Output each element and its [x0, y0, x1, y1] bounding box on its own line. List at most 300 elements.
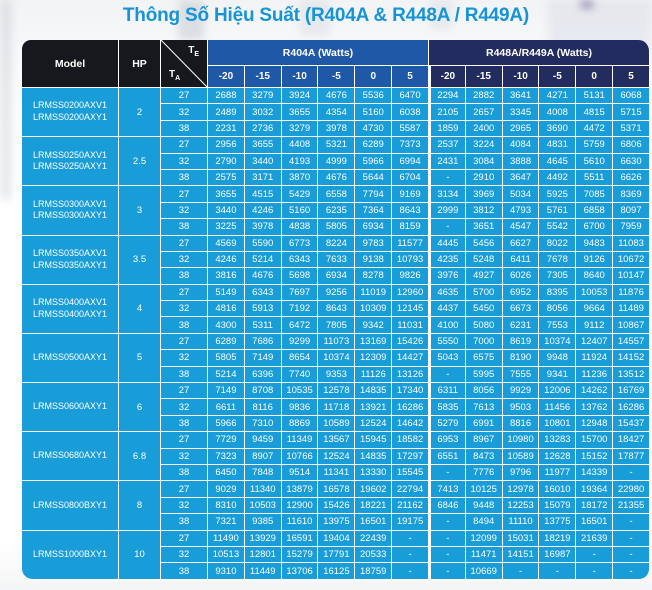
ta-value-cell: 27: [161, 383, 208, 399]
r448a-value-cell: 5925: [539, 186, 576, 202]
r448a-value-cell: 8190: [503, 350, 540, 366]
table-row: [22, 285, 650, 301]
r448a-value-cell: 5248: [466, 252, 503, 268]
r404a-value-cell: 4193: [282, 154, 319, 170]
r404a-value-cell: 3440: [208, 203, 245, 219]
r404a-value-cell: 8643: [318, 301, 355, 317]
r404a-value-cell: 7310: [245, 416, 282, 432]
r404a-value-cell: 11019: [355, 285, 392, 301]
model-name: LRMSS1000BXY1: [32, 548, 108, 559]
r404a-value-cell: 6558: [318, 186, 355, 202]
r404a-value-cell: 5214: [245, 252, 282, 268]
r404a-value-cell: 5644: [355, 170, 392, 186]
ta-value-cell: 38: [161, 317, 208, 333]
r448a-value-cell: 3812: [466, 203, 503, 219]
temp-col-header-r404a--10: -10: [282, 66, 319, 88]
r404a-value-cell: 16501: [355, 514, 392, 530]
r448a-value-cell: 11977: [539, 465, 576, 481]
r448a-value-cell: 5456: [466, 236, 503, 252]
r448a-value-cell: 6026: [503, 268, 540, 284]
r404a-value-cell: 13921: [355, 399, 392, 415]
r448a-value-cell: 3641: [503, 88, 540, 104]
r448a-value-cell: 2105: [429, 104, 466, 120]
ta-value-cell: 32: [161, 154, 208, 170]
r448a-value-cell: 9126: [576, 252, 613, 268]
r404a-value-cell: 11449: [245, 563, 282, 579]
r448a-value-cell: 7413: [429, 481, 466, 497]
r448a-value-cell: 10374: [539, 334, 576, 350]
ta-value-cell: 27: [161, 137, 208, 153]
r448a-value-cell: 4271: [539, 88, 576, 104]
r448a-value-cell: -: [613, 531, 650, 547]
r448a-value-cell: -: [429, 170, 466, 186]
r448a-value-cell: 4492: [539, 170, 576, 186]
temp-col-header-r404a--20: -20: [208, 66, 245, 88]
r404a-value-cell: 19175: [392, 514, 429, 530]
r448a-value-cell: -: [613, 563, 650, 579]
r404a-value-cell: 9256: [318, 285, 355, 301]
r404a-value-cell: 5805: [208, 350, 245, 366]
r404a-value-cell: 17297: [392, 449, 429, 465]
r448a-value-cell: 7555: [503, 367, 540, 383]
table-row: [22, 137, 650, 153]
r448a-value-cell: -: [613, 465, 650, 481]
r404a-value-cell: 2575: [208, 170, 245, 186]
ta-value-cell: 27: [161, 285, 208, 301]
r404a-value-cell: 5536: [355, 88, 392, 104]
r448a-value-cell: -: [429, 514, 466, 530]
r404a-value-cell: 4816: [208, 301, 245, 317]
r448a-value-cell: 9503: [503, 399, 540, 415]
r404a-value-cell: 7633: [318, 252, 355, 268]
r448a-value-cell: 5715: [613, 104, 650, 120]
r448a-value-cell: 2882: [466, 88, 503, 104]
r404a-value-cell: 3225: [208, 219, 245, 235]
model-name: LRMSS0350AXV1: [32, 247, 108, 258]
r404a-value-cell: 20533: [355, 547, 392, 563]
r448a-value-cell: 6806: [613, 137, 650, 153]
ta-value-cell: 32: [161, 301, 208, 317]
r404a-value-cell: 8159: [392, 219, 429, 235]
r404a-value-cell: 13706: [282, 563, 319, 579]
r404a-value-cell: 6289: [355, 137, 392, 153]
r448a-value-cell: 9948: [539, 350, 576, 366]
r404a-value-cell: 12524: [318, 449, 355, 465]
r404a-value-cell: 12309: [355, 350, 392, 366]
r448a-value-cell: 11471: [466, 547, 503, 563]
r448a-value-cell: 6952: [503, 285, 540, 301]
r448a-value-cell: 9796: [503, 465, 540, 481]
r448a-value-cell: 6231: [503, 317, 540, 333]
r404a-value-cell: 9836: [282, 399, 319, 415]
r404a-value-cell: 5966: [208, 416, 245, 432]
table-row: [22, 186, 650, 202]
r448a-value-cell: 12253: [503, 498, 540, 514]
r404a-value-cell: 14427: [392, 350, 429, 366]
r404a-value-cell: 7323: [208, 449, 245, 465]
r404a-value-cell: 4838: [282, 219, 319, 235]
model-name: LRMSS0200AXV1: [32, 100, 108, 111]
r404a-value-cell: 8654: [282, 350, 319, 366]
r448a-value-cell: 1859: [429, 121, 466, 137]
r404a-value-cell: 2231: [208, 121, 245, 137]
r404a-value-cell: 6472: [282, 317, 319, 333]
r448a-value-cell: 4437: [429, 301, 466, 317]
r404a-value-cell: 8869: [282, 416, 319, 432]
r404a-value-cell: 4676: [245, 268, 282, 284]
r404a-value-cell: 10535: [282, 383, 319, 399]
hp-cell: 5: [119, 334, 161, 383]
hp-cell: 8: [119, 481, 161, 530]
r448a-value-cell: 13283: [539, 432, 576, 448]
r448a-value-cell: 8494: [466, 514, 503, 530]
r448a-value-cell: 16501: [576, 514, 613, 530]
r404a-value-cell: 3978: [245, 219, 282, 235]
hp-cell: 3: [119, 186, 161, 235]
r404a-value-cell: 18582: [392, 432, 429, 448]
r404a-value-cell: 17340: [392, 383, 429, 399]
r448a-value-cell: 16987: [539, 547, 576, 563]
performance-table: [22, 40, 650, 580]
r404a-value-cell: 3440: [245, 154, 282, 170]
r448a-value-cell: 8022: [539, 236, 576, 252]
r448a-value-cell: 4235: [429, 252, 466, 268]
r404a-value-cell: 15279: [282, 547, 319, 563]
r404a-value-cell: 8310: [208, 498, 245, 514]
ta-label: $T_A$: [169, 69, 181, 82]
r448a-value-cell: -: [613, 547, 650, 563]
r404a-value-cell: 7149: [245, 350, 282, 366]
r448a-value-cell: 5279: [429, 416, 466, 432]
r448a-value-cell: 9664: [576, 301, 613, 317]
r448a-value-cell: 2537: [429, 137, 466, 153]
model-name: LRMSS0250AXY1: [32, 161, 108, 172]
diagonal-divider: [161, 40, 207, 87]
r404a-value-cell: 4408: [282, 137, 319, 153]
ta-value-cell: 38: [161, 416, 208, 432]
model-name: LRMSS0680AXY1: [32, 450, 108, 461]
r404a-value-cell: 6450: [208, 465, 245, 481]
hp-cell: 3.5: [119, 236, 161, 285]
r404a-value-cell: 11490: [208, 531, 245, 547]
r448a-value-cell: 4084: [503, 137, 540, 153]
r448a-value-cell: 14151: [503, 547, 540, 563]
table-row: [22, 88, 650, 104]
ta-value-cell: 32: [161, 547, 208, 563]
page-title: Thông Số Hiệu Suất (R404A & R448A / R449A): [122, 5, 530, 26]
r448a-value-cell: 11924: [576, 350, 613, 366]
r448a-value-cell: 2294: [429, 88, 466, 104]
r448a-value-cell: 8369: [613, 186, 650, 202]
r448a-value-cell: 5759: [576, 137, 613, 153]
r404a-value-cell: 8643: [392, 203, 429, 219]
r404a-value-cell: 14835: [355, 383, 392, 399]
r448a-value-cell: 11876: [613, 285, 650, 301]
r448a-value-cell: 10125: [466, 481, 503, 497]
ta-value-cell: 38: [161, 514, 208, 530]
r404a-value-cell: 4676: [318, 88, 355, 104]
r448a-value-cell: 8473: [466, 449, 503, 465]
r448a-value-cell: -: [503, 563, 540, 579]
r448a-value-cell: 16769: [613, 383, 650, 399]
r404a-value-cell: 5805: [318, 219, 355, 235]
r404a-value-cell: 9385: [245, 514, 282, 530]
r404a-value-cell: 10503: [245, 498, 282, 514]
table-row: [22, 531, 650, 547]
r448a-value-cell: 21639: [576, 531, 613, 547]
r448a-value-cell: 13512: [613, 367, 650, 383]
r448a-value-cell: 16010: [539, 481, 576, 497]
model-cell: [22, 531, 119, 580]
r404a-value-cell: 15426: [392, 334, 429, 350]
r404a-value-cell: 17791: [318, 547, 355, 563]
ta-value-cell: 27: [161, 88, 208, 104]
r448a-value-cell: 9112: [576, 317, 613, 333]
r404a-value-cell: 8116: [245, 399, 282, 415]
r448a-value-cell: 3084: [466, 154, 503, 170]
r404a-value-cell: 19602: [355, 481, 392, 497]
r448a-value-cell: -: [429, 547, 466, 563]
r448a-value-cell: 2400: [466, 121, 503, 137]
r404a-value-cell: 10513: [208, 547, 245, 563]
r404a-value-cell: 4300: [208, 317, 245, 333]
r404a-value-cell: 11577: [392, 236, 429, 252]
r448a-value-cell: 5131: [576, 88, 613, 104]
r404a-value-cell: 11126: [355, 367, 392, 383]
model-column-header: Model: [22, 40, 119, 88]
hp-cell: 2.5: [119, 137, 161, 186]
r448a-value-cell: -: [539, 563, 576, 579]
r448a-value-cell: 18219: [539, 531, 576, 547]
ta-value-cell: 38: [161, 367, 208, 383]
r404a-value-cell: 9029: [208, 481, 245, 497]
r404a-value-cell: 16591: [282, 531, 319, 547]
r448a-value-cell: -: [576, 563, 613, 579]
r404a-value-cell: 5311: [245, 317, 282, 333]
r404a-value-cell: 18221: [355, 498, 392, 514]
r448a-value-cell: 13762: [576, 399, 613, 415]
r448a-value-cell: 6953: [429, 432, 466, 448]
r448a-value-cell: 7776: [466, 465, 503, 481]
r448a-value-cell: 3134: [429, 186, 466, 202]
r404a-value-cell: 5913: [245, 301, 282, 317]
r404a-value-cell: 11341: [318, 465, 355, 481]
r404a-value-cell: 6289: [208, 334, 245, 350]
temp-col-header-r404a--15: -15: [245, 66, 282, 88]
r404a-value-cell: 10374: [318, 350, 355, 366]
r448a-value-cell: 4472: [576, 121, 613, 137]
r404a-value-cell: 12578: [318, 383, 355, 399]
r448a-value-cell: 6551: [429, 449, 466, 465]
temp-col-header-r404a--5: -5: [318, 66, 355, 88]
r404a-value-cell: 9459: [245, 432, 282, 448]
r404a-value-cell: 4999: [318, 154, 355, 170]
r448a-value-cell: 3224: [466, 137, 503, 153]
r448a-value-cell: 2965: [503, 121, 540, 137]
table-row: [22, 236, 650, 252]
r448a-section-header: R448A/R449A (Watts): [429, 40, 650, 66]
ta-value-cell: 38: [161, 268, 208, 284]
r404a-value-cell: 7729: [208, 432, 245, 448]
r448a-value-cell: 22980: [613, 481, 650, 497]
r404a-value-cell: 8278: [355, 268, 392, 284]
r404a-value-cell: 6343: [282, 252, 319, 268]
r448a-value-cell: 4635: [429, 285, 466, 301]
model-name: LRMSS0400AXY1: [32, 308, 108, 319]
r448a-value-cell: 7305: [539, 268, 576, 284]
ta-value-cell: 27: [161, 481, 208, 497]
table-row: [22, 432, 650, 448]
model-name: LRMSS0400AXV1: [32, 297, 108, 308]
r448a-value-cell: 10669: [466, 563, 503, 579]
r404a-value-cell: 4569: [208, 236, 245, 252]
r404a-value-cell: 7697: [282, 285, 319, 301]
r404a-value-cell: 14835: [355, 449, 392, 465]
r404a-value-cell: 3655: [245, 137, 282, 153]
model-name: LRMSS0200AXY1: [32, 112, 108, 123]
temp-col-header-r448a--5: -5: [539, 66, 576, 88]
r404a-value-cell: 16125: [318, 563, 355, 579]
r404a-value-cell: 10793: [392, 252, 429, 268]
temp-col-header-r448a-5: 5: [613, 66, 650, 88]
table-row: [22, 383, 650, 399]
model-cell: [22, 481, 119, 530]
r448a-value-cell: 7085: [576, 186, 613, 202]
r404a-value-cell: 5160: [282, 203, 319, 219]
r404a-value-cell: 7321: [208, 514, 245, 530]
r448a-value-cell: 5550: [429, 334, 466, 350]
background-streak: [0, 0, 12, 200]
r448a-value-cell: 15031: [503, 531, 540, 547]
ta-value-cell: 32: [161, 252, 208, 268]
r404a-value-cell: 3816: [208, 268, 245, 284]
r404a-value-cell: -: [392, 563, 429, 579]
r448a-value-cell: 12006: [539, 383, 576, 399]
r448a-value-cell: 5450: [466, 301, 503, 317]
r404a-value-cell: 5160: [355, 104, 392, 120]
r404a-value-cell: 7149: [208, 383, 245, 399]
r404a-value-cell: 3279: [282, 121, 319, 137]
r448a-value-cell: 3976: [429, 268, 466, 284]
r404a-value-cell: 5966: [355, 154, 392, 170]
hp-cell: 6.8: [119, 432, 161, 481]
r448a-value-cell: 11083: [613, 236, 650, 252]
r404a-value-cell: 3655: [282, 104, 319, 120]
r404a-value-cell: 12145: [392, 301, 429, 317]
r404a-value-cell: 22439: [355, 531, 392, 547]
ta-value-cell: 27: [161, 432, 208, 448]
r448a-value-cell: 5511: [576, 170, 613, 186]
r404a-value-cell: 14642: [392, 416, 429, 432]
r404a-value-cell: 16578: [318, 481, 355, 497]
ta-value-cell: 32: [161, 203, 208, 219]
r404a-value-cell: 5698: [282, 268, 319, 284]
r448a-value-cell: 21355: [613, 498, 650, 514]
r404a-value-cell: 3924: [282, 88, 319, 104]
r448a-value-cell: 3690: [539, 121, 576, 137]
r448a-value-cell: 17877: [613, 449, 650, 465]
r404a-value-cell: 13330: [355, 465, 392, 481]
r404a-value-cell: 6343: [245, 285, 282, 301]
r404a-value-cell: 6038: [392, 104, 429, 120]
r404a-value-cell: 7794: [355, 186, 392, 202]
model-name: LRMSS0600AXY1: [32, 401, 108, 412]
ta-value-cell: 32: [161, 399, 208, 415]
r448a-value-cell: 8816: [503, 416, 540, 432]
r448a-value-cell: -: [613, 514, 650, 530]
r448a-value-cell: 4547: [503, 219, 540, 235]
r448a-value-cell: 4831: [539, 137, 576, 153]
hp-cell: 2: [119, 88, 161, 137]
r448a-value-cell: 5080: [466, 317, 503, 333]
model-name: LRMSS0800BXY1: [32, 499, 108, 510]
r404a-value-cell: 8224: [318, 236, 355, 252]
r404a-value-cell: 2956: [208, 137, 245, 153]
r404a-value-cell: 5321: [318, 137, 355, 153]
hp-cell: 6: [119, 383, 161, 432]
r404a-value-cell: 4730: [355, 121, 392, 137]
r404a-value-cell: 6470: [392, 88, 429, 104]
r404a-value-cell: 10589: [318, 416, 355, 432]
model-name: LRMSS0300AXY1: [32, 210, 108, 221]
r448a-value-cell: 15437: [613, 416, 650, 432]
model-cell: [22, 285, 119, 334]
r404a-value-cell: 10766: [282, 449, 319, 465]
r404a-value-cell: 19404: [318, 531, 355, 547]
r448a-value-cell: 14339: [576, 465, 613, 481]
r404a-value-cell: 12801: [245, 547, 282, 563]
r404a-value-cell: 11073: [318, 334, 355, 350]
r404a-value-cell: 6235: [318, 203, 355, 219]
r404a-value-cell: 11340: [245, 481, 282, 497]
r448a-value-cell: 11236: [576, 367, 613, 383]
r448a-value-cell: 5371: [613, 121, 650, 137]
ta-value-cell: 32: [161, 104, 208, 120]
r448a-value-cell: 6846: [429, 498, 466, 514]
r404a-value-cell: 13929: [245, 531, 282, 547]
ta-value-cell: 38: [161, 465, 208, 481]
temp-col-header-r404a-5: 5: [392, 66, 429, 88]
ta-value-cell: 32: [161, 498, 208, 514]
r404a-section-header: R404A (Watts): [208, 40, 429, 66]
r404a-value-cell: 16286: [392, 399, 429, 415]
r404a-value-cell: 2688: [208, 88, 245, 104]
model-name: LRMSS0500AXY1: [32, 352, 108, 363]
r448a-value-cell: -: [429, 219, 466, 235]
r448a-value-cell: 6627: [503, 236, 540, 252]
r404a-value-cell: 15426: [318, 498, 355, 514]
temp-col-header-r448a--15: -15: [466, 66, 503, 88]
r404a-value-cell: 8708: [245, 383, 282, 399]
r448a-value-cell: 8967: [466, 432, 503, 448]
r448a-value-cell: 2657: [466, 104, 503, 120]
te-label: $T_E$: [188, 45, 199, 58]
r404a-value-cell: 3655: [208, 186, 245, 202]
r404a-value-cell: 11031: [392, 317, 429, 333]
model-cell: [22, 432, 119, 481]
r448a-value-cell: 3647: [503, 170, 540, 186]
r448a-value-cell: 12948: [576, 416, 613, 432]
r448a-value-cell: 6626: [613, 170, 650, 186]
hp-cell: 4: [119, 285, 161, 334]
r448a-value-cell: 8395: [539, 285, 576, 301]
r404a-value-cell: -: [392, 531, 429, 547]
r448a-value-cell: 12407: [576, 334, 613, 350]
r404a-value-cell: 9783: [355, 236, 392, 252]
r448a-value-cell: 10672: [613, 252, 650, 268]
r404a-value-cell: 7364: [355, 203, 392, 219]
r404a-value-cell: 7192: [282, 301, 319, 317]
